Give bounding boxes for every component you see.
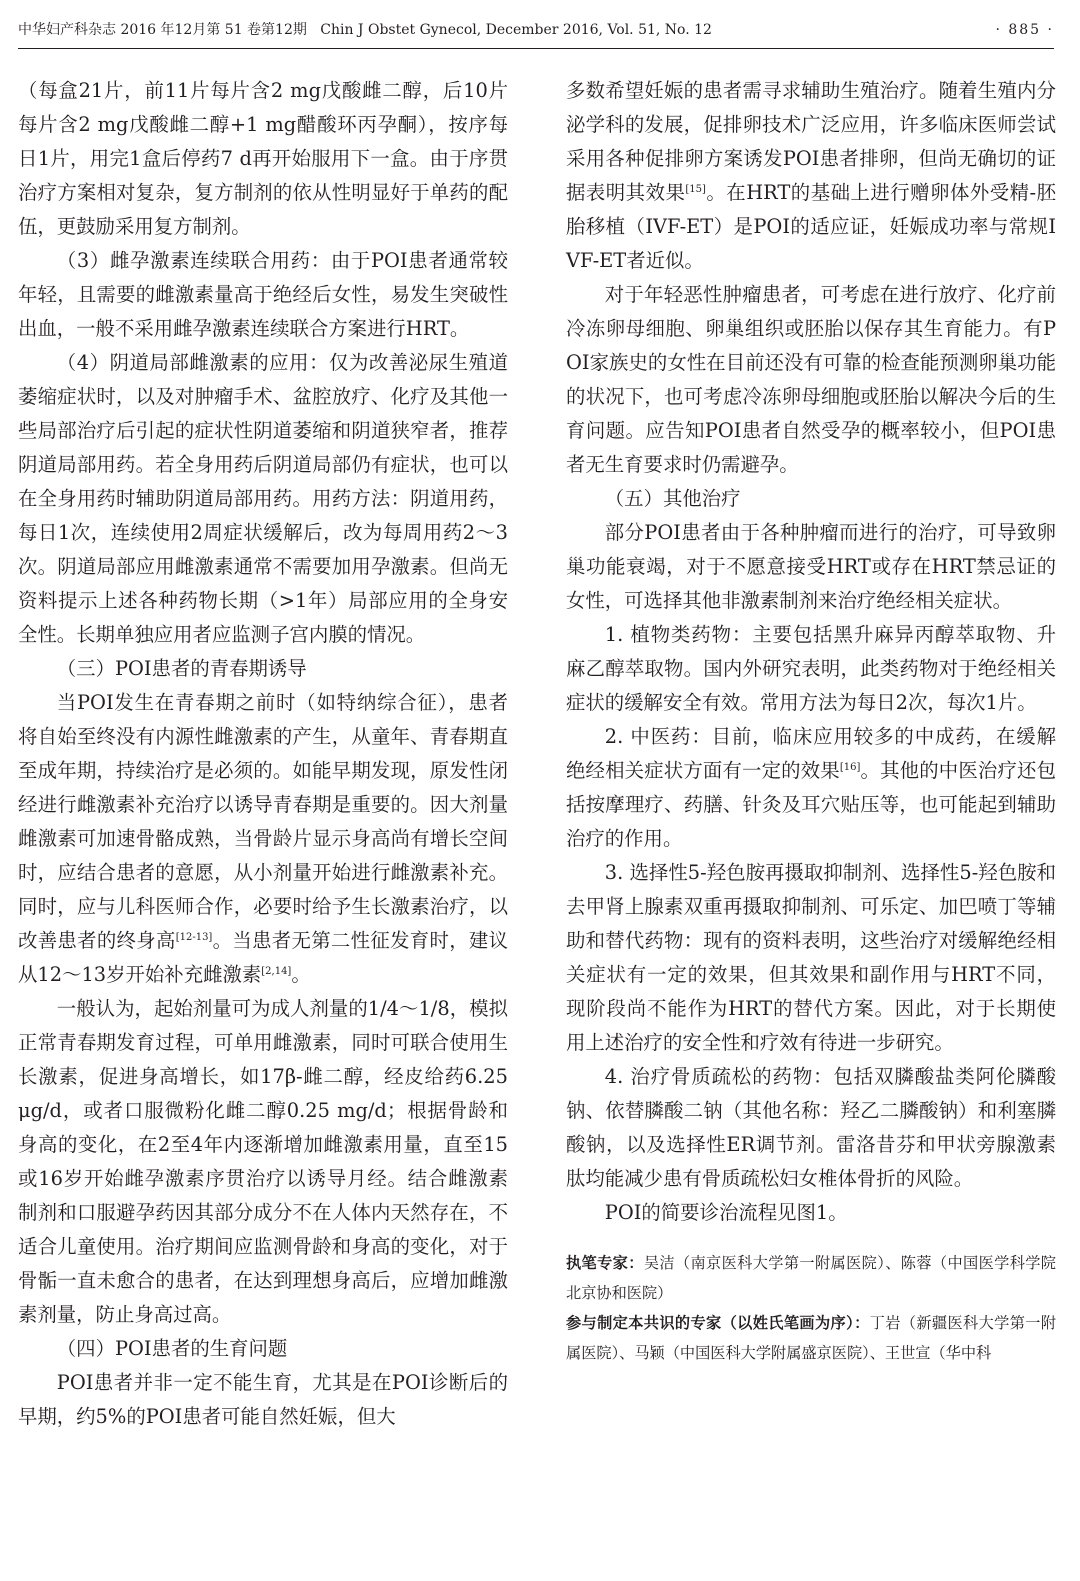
author-label: 执笔专家： [566, 1254, 644, 1272]
contributors-text: 丁岩（新疆医科大学第一附属医院）、马颖（中国医科大学附属盛京医院）、王世宣（华中科 [566, 1314, 1057, 1362]
contributors-label: 参与制定本共识的专家（以姓氏笔画为序）： [566, 1314, 870, 1332]
paragraph-text: 2. 中医药：目前，临床应用较多的中成药，在缓解绝经相关症状方面有一定的效果 [566, 725, 1056, 782]
paragraph-text: 。其他的中医治疗还包括按摩理疗、药膳、针灸及耳穴贴压等，也可能起到辅助治疗的作用。 [566, 759, 1057, 850]
paragraph-text: 当POI发生在青春期之前时（如特纳综合征），患者将自始至终没有内源性雌激素的产生，从童年、青春期直至成年期，持续治疗是必须的。如能早期发现，原发性闭经进行雌激素补充治疗以诱导青春期是重要的。因大剂量雌激素可加速骨骼成熟，当骨龄片显示身高尚有增长空间时，应结合患者的意愿，从小剂量开始进行雌激素补充。同时，应与儿科医师合作，必要时给予生长激素治疗，以改善患者的终身高 [18, 691, 508, 952]
right-column-body [566, 74, 1056, 1230]
paragraph-text: （3）雌孕激素连续联合用药：由于POI患者通常较年轻，且需要的雌激素量高于绝经后女性，易发生突破性出血，一般不采用雌孕激素连续联合方案进行HRT。 [18, 249, 508, 340]
paragraph-text: （4）阴道局部雌激素的应用：仅为改善泌尿生殖道萎缩症状时，以及对肿瘤手术、盆腔放疗、化疗及其他一些局部治疗后引起的症状性阴道萎缩和阴道狭窄者，推荐阴道局部用药。若全身用药后阴道局部仍有症状，也可以在全身用药时辅助阴道局部用药。用药方法：阴道用药，每日1次，连续使用2周症状缓解后，改为每周用药2～3次。阴道局部应用雌激素通常不需要加用孕激素。但尚无资料提示上述各种药物长期（>1年）局部应用的全身安全性。长期单独应用者应监测子宫内膜的情况。 [18, 351, 508, 646]
credits-block [566, 1248, 1056, 1368]
paragraph [566, 1196, 1056, 1230]
paragraph-text: 。在HRT的基础上进行赠卵体外受精-胚胎移植（IVF-ET）是POI的适应证，妊娠成功率与常规IVF-ET者近似。 [566, 181, 1056, 272]
right-column [566, 74, 1056, 1368]
paragraph [566, 74, 1056, 278]
running-header [18, 14, 1054, 49]
page-number: · 885 · [995, 22, 1054, 38]
paragraph [566, 618, 1056, 720]
paragraph [18, 244, 508, 346]
paragraph [18, 74, 508, 244]
citation-ref: [15] [685, 184, 706, 195]
author-text: 吴洁（南京医科大学第一附属医院）、陈蓉（中国医学科学院北京协和医院） [566, 1254, 1056, 1302]
paragraph [566, 856, 1056, 1060]
author-credit [566, 1248, 1056, 1308]
left-column [18, 74, 508, 1434]
section-heading [18, 1332, 508, 1366]
paragraph-text: 3. 选择性5-羟色胺再摄取抑制剂、选择性5-羟色胺和去甲肾上腺素双重再摄取抑制剂、可乐定、加巴喷丁等辅助和替代药物：现有的资料表明，这些治疗对缓解绝经相关症状有一定的效果，但其效果和副作用与HRT不同，现阶段尚不能作为HRT的替代方案。因此，对于长期使用上述治疗的安全性和疗效有待进一步研究。 [566, 861, 1056, 1054]
paragraph-text: （三）POI患者的青春期诱导 [56, 657, 307, 680]
paragraph [566, 720, 1056, 856]
section-heading [566, 482, 1056, 516]
paragraph-text: POI的简要诊治流程见图1。 [604, 1201, 848, 1224]
paragraph-text: （每盒21片，前11片每片含2 mg戊酸雌二醇，后10片每片含2 mg戊酸雌二醇+1 mg醋酸环丙孕酮），按序每日1片，用完1盒后停药7 d再开始服用下一盒。由于序贯治疗方案相对复杂，复方制剂的依从性明显好于单药的配伍，更鼓励采用复方制剂。 [18, 79, 508, 238]
paragraph [566, 516, 1056, 618]
citation-ref: [16] [839, 762, 861, 773]
citation-ref: [12-13] [175, 932, 213, 943]
paragraph [566, 278, 1056, 482]
journal-name-cn: 中华妇产科杂志 2016 年12月第 51 卷第12期 [18, 22, 307, 38]
journal-name-en: Chin J Obstet Gynecol, December 2016, Vol. 51, No. 12 [320, 22, 712, 38]
paragraph-text: 。 [291, 963, 311, 986]
paragraph-text: （四）POI患者的生育问题 [56, 1337, 288, 1360]
paragraph [18, 992, 508, 1332]
paragraph-text: 1. 植物类药物：主要包括黑升麻异丙醇萃取物、升麻乙醇萃取物。国内外研究表明，此类药物对于绝经相关症状的缓解安全有效。常用方法为每日2次，每次1片。 [566, 623, 1056, 714]
paragraph [18, 346, 508, 652]
paragraph-text: 。当患者无第二性征发育时，建议从12～13岁开始补充雌激素 [18, 929, 509, 986]
paragraph-text: 一般认为，起始剂量可为成人剂量的1/4～1/8，模拟正常青春期发育过程，可单用雌激素，同时可联合使用生长激素，促进身高增长，如17β-雌二醇，经皮给药6.25 μg/d，或者口服微粉化雌二醇0.25 mg/d；根据骨龄和身高的变化，在2至4年内逐渐增加雌激素用量，直至15或16岁开始雌孕激素序贯治疗以诱导月经。结合雌激素制剂和口服避孕药因其部分成分不在人体内天然存在，不适合儿童使用。治疗期间应监测骨龄和身高的变化，对于骨骺一直未愈合的患者，在达到理想身高后，应增加雌激素剂量，防止身高过高。 [18, 997, 508, 1326]
paragraph-text: 多数希望妊娠的患者需寻求辅助生殖治疗。随着生殖内分泌学科的发展，促排卵技术广泛应用，许多临床医师尝试采用各种促排卵方案诱发POI患者排卵，但尚无确切的证据表明其效果 [566, 79, 1056, 204]
paragraph-text: 对于年轻恶性肿瘤患者，可考虑在进行放疗、化疗前冷冻卵母细胞、卵巢组织或胚胎以保存其生育能力。有POI家族史的女性在目前还没有可靠的检查能预测卵巢功能的状况下，也可考虑冷冻卵母细胞或胚胎以解决今后的生育问题。应告知POI患者自然受孕的概率较小，但POI患者无生育要求时仍需避孕。 [566, 283, 1056, 476]
paragraph [18, 1366, 508, 1434]
paragraph [18, 686, 508, 992]
paragraph-text: 4. 治疗骨质疏松的药物：包括双膦酸盐类阿伦膦酸钠、依替膦酸二钠（其他名称：羟乙二膦酸钠）和利塞膦酸钠，以及选择性ER调节剂。雷洛昔芬和甲状旁腺激素肽均能减少患有骨质疏松妇女椎体骨折的风险。 [566, 1065, 1056, 1190]
section-heading [18, 652, 508, 686]
journal-citation [18, 14, 712, 46]
paragraph-text: （五）其他治疗 [604, 487, 741, 510]
contributors-credit [566, 1308, 1056, 1368]
paragraph-text: 部分POI患者由于各种肿瘤而进行的治疗，可导致卵巢功能衰竭，对于不愿意接受HRT或存在HRT禁忌证的女性，可选择其他非激素制剂来治疗绝经相关症状。 [566, 521, 1056, 612]
paragraph [566, 1060, 1056, 1196]
paragraph-text: POI患者并非一定不能生育，尤其是在POI诊断后的早期，约5%的POI患者可能自然妊娠，但大 [18, 1371, 508, 1428]
citation-ref: [2,14] [261, 966, 292, 977]
